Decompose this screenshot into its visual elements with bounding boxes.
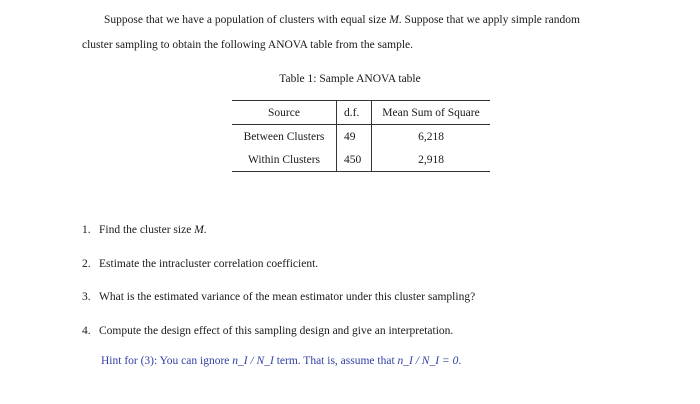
- question-math: M: [194, 224, 204, 236]
- cell-mss: 6,218: [418, 130, 444, 143]
- question-text: What is the estimated variance of the mean estimator under this cluster sampling?: [99, 291, 476, 304]
- header-source: Source: [232, 101, 337, 125]
- intro-math-M: M: [389, 14, 399, 26]
- hint-prefix: Hint for (3): You can ignore: [101, 355, 233, 367]
- hint-suffix: .: [458, 355, 462, 367]
- question-number: 1.: [82, 224, 91, 236]
- intro-text-3: cluster sampling to obtain the following ANOVA table from the sample.: [82, 39, 414, 51]
- intro-paragraph: [82, 8, 682, 58]
- cell-source: Within Clusters: [232, 148, 337, 172]
- header-df: d.f.: [337, 101, 372, 125]
- table-row: [232, 148, 490, 172]
- hint-text: [101, 355, 461, 367]
- hint-math-ratio: n_I / N_I: [232, 355, 274, 367]
- header-mean-sum-square: Mean Sum of Square: [372, 101, 491, 125]
- question-number: 4.: [82, 324, 91, 337]
- cell-df: 49: [337, 125, 372, 149]
- list-item: [82, 252, 475, 286]
- list-item: [82, 218, 475, 252]
- anova-table: [232, 100, 490, 172]
- cell-mss: 2,918: [372, 148, 491, 172]
- table-header-row: [232, 101, 490, 125]
- list-item: [82, 285, 475, 319]
- intro-text-2: . Suppose that we apply simple random: [398, 14, 580, 26]
- cell-source: Between Clusters: [232, 125, 337, 149]
- question-text: Estimate the intracluster correlation coefficient.: [99, 257, 319, 270]
- intro-text-1: Suppose that we have a population of clusters with equal size: [104, 14, 390, 26]
- hint-middle: term. That is, assume that: [273, 355, 398, 367]
- question-number: 2.: [82, 257, 91, 270]
- hint-math-equation: n_I / N_I = 0: [397, 355, 459, 367]
- cell-df: 450: [337, 148, 372, 172]
- question-list: [82, 218, 475, 352]
- question-after: .: [203, 224, 207, 236]
- list-item: [82, 319, 475, 353]
- question-text: Compute the design effect of this sampling design and give an interpretation.: [99, 324, 454, 337]
- table-row: [232, 125, 490, 149]
- question-text: Find the cluster size: [99, 224, 195, 236]
- question-number: 3.: [82, 291, 91, 304]
- table-caption: Table 1: Sample ANOVA table: [279, 73, 421, 85]
